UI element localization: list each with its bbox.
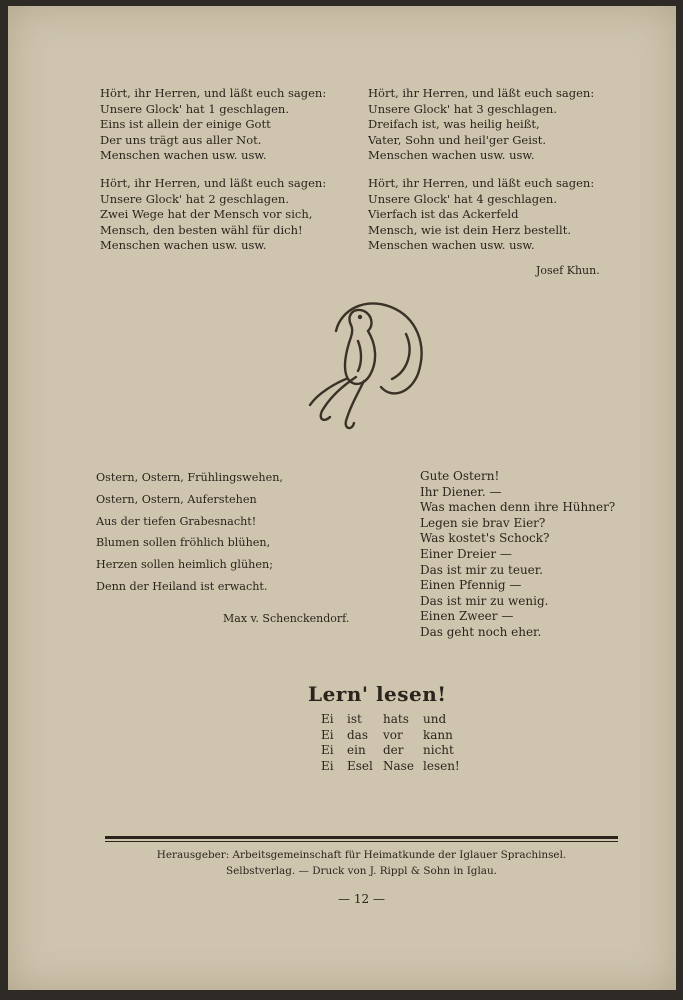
easter-poem-author: Max v. Schenckendorf. [223, 612, 350, 625]
riddle-cell: Ei [321, 727, 334, 742]
riddle-row [321, 712, 460, 728]
riddle-cell: das [347, 727, 368, 742]
poem-line: Herzen sollen heimlich glühen; [96, 558, 273, 572]
stanza-line: Vater, Sohn und heil'ger Geist. [368, 132, 547, 147]
stanza-line: Menschen wachen usw. usw. [368, 238, 535, 253]
stanza-4 [368, 176, 594, 254]
stanza-line: Vierfach ist das Ackerfeld [368, 207, 519, 222]
footer-rule-thin [105, 841, 618, 842]
riddle-cell: Nase [383, 758, 414, 773]
riddle-cell: und [423, 712, 447, 726]
stanza-line: Mensch, den besten wähl für dich! [100, 222, 303, 237]
riddle-cell: kann [423, 727, 453, 742]
stanza-line: Mensch, wie ist dein Herz bestellt. [368, 222, 571, 237]
poem-line: Denn der Heiland ist erwacht. [96, 579, 268, 593]
dialog-line: Einer Dreier — [420, 546, 512, 561]
stanza-line: Hört, ihr Herren, und läßt euch sagen: [100, 176, 327, 190]
dialog-line: Gute Ostern! [420, 469, 500, 483]
dialog-line: Legen sie brav Eier? [420, 515, 546, 530]
dialog-line: Das ist mir zu wenig. [420, 593, 549, 608]
stanza-line: Unsere Glock' hat 3 geschlagen. [368, 101, 557, 116]
riddle-cell: Esel [347, 758, 373, 773]
stanza-line: Eins ist allein der einige Gott [100, 117, 271, 132]
riddle-cell: hats [383, 712, 409, 726]
stanza-line: Unsere Glock' hat 2 geschlagen. [100, 191, 289, 206]
riddle-grid [321, 712, 460, 774]
riddle-cell: Ei [321, 712, 334, 726]
bird-ornament-icon [296, 289, 426, 434]
stanza-line: Der uns trägt aus aller Not. [100, 132, 262, 147]
dialog-line: Das ist mir zu teuer. [420, 562, 543, 577]
poem-line: Aus der tiefen Grabesnacht! [96, 514, 257, 528]
poem-author: Josef Khun. [536, 264, 600, 277]
printer-line: Selbstverlag. — Druck von J. Rippl & Sohn in Iglau. [226, 865, 497, 877]
riddle-cell: lesen! [423, 758, 460, 773]
riddle-cell: Ei [321, 758, 334, 773]
poem-line: Ostern, Ostern, Auferstehen [96, 492, 257, 506]
riddle-title: Lern' lesen! [308, 682, 447, 706]
stanza-line: Zwei Wege hat der Mensch vor sich, [100, 207, 313, 222]
stanza-line: Dreifach ist, was heilig heißt, [368, 117, 540, 132]
stanza-1 [100, 86, 326, 164]
riddle-cell: der [383, 743, 404, 758]
easter-dialog [420, 469, 615, 641]
dialog-line: Einen Zweer — [420, 609, 514, 624]
stanza-line: Unsere Glock' hat 1 geschlagen. [100, 101, 289, 116]
document-page [8, 6, 676, 990]
page-number: — 12 — [338, 892, 385, 906]
dialog-line: Das geht noch eher. [420, 624, 542, 639]
footer-rule-thick [105, 836, 618, 839]
stanza-line: Hört, ihr Herren, und läßt euch sagen: [368, 176, 595, 190]
riddle-row [321, 743, 460, 759]
stanza-line: Menschen wachen usw. usw. [100, 148, 267, 163]
riddle-cell: ist [347, 712, 362, 726]
poem-line: Ostern, Ostern, Frühlingswehen, [96, 471, 283, 484]
stanza-2 [100, 176, 326, 254]
stanza-line: Hört, ihr Herren, und läßt euch sagen: [368, 86, 595, 100]
stanza-line: Hört, ihr Herren, und läßt euch sagen: [100, 86, 327, 100]
riddle-row [321, 728, 460, 744]
stanza-line: Unsere Glock' hat 4 geschlagen. [368, 191, 557, 206]
dialog-line: Was kostet's Schock? [420, 531, 550, 546]
publisher-line: Herausgeber: Arbeitsgemeinschaft für Heimatkunde der Iglauer Sprachinsel. [156, 849, 567, 861]
riddle-cell: ein [347, 743, 366, 758]
riddle-cell: nicht [423, 743, 454, 758]
stanza-line: Menschen wachen usw. usw. [100, 238, 267, 253]
riddle-row [321, 759, 460, 775]
riddle-cell: Ei [321, 743, 334, 758]
dialog-line: Ihr Diener. — [420, 484, 502, 499]
stanza-3 [368, 86, 594, 164]
poem-line: Blumen sollen fröhlich blühen, [96, 536, 271, 550]
easter-poem [96, 467, 283, 598]
dialog-line: Was machen denn ihre Hühner? [420, 500, 616, 515]
dialog-line: Einen Pfennig — [420, 578, 522, 593]
stanza-line: Menschen wachen usw. usw. [368, 148, 535, 163]
riddle-cell: vor [383, 727, 403, 742]
